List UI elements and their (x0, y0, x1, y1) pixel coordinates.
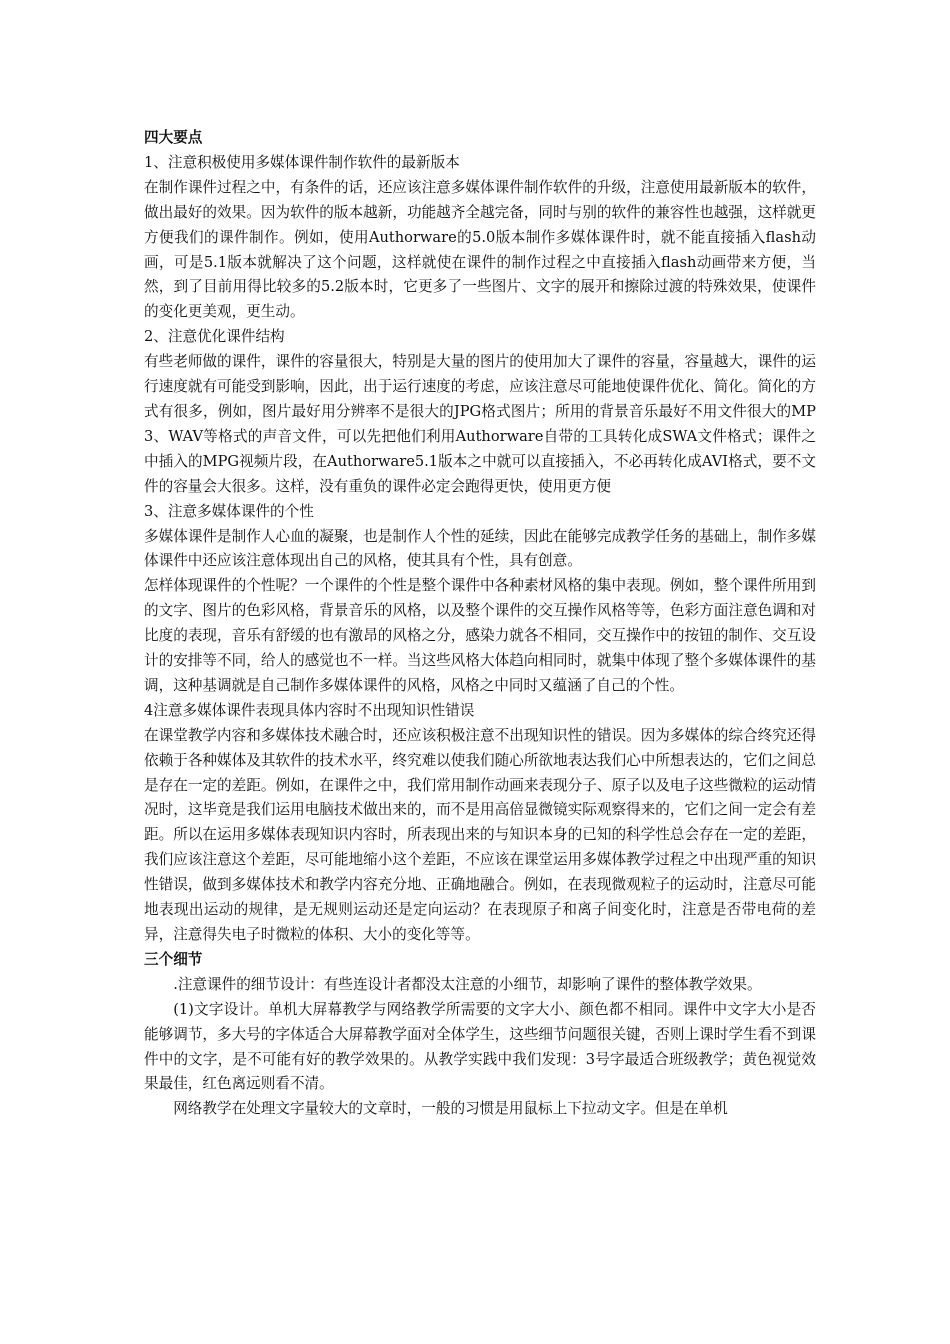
section-title-four-key-points: 四大要点 (144, 129, 203, 146)
detail-intro-paragraph: .注意课件的细节设计：有些连设计者都没太注意的小细节，却影响了课件的整体教学效果。 (173, 975, 762, 993)
document-page (144, 126, 816, 1122)
point3-paragraph-2: 怎样体现课件的个性呢？一个课件的个性是整个课件中各种素材风格的集中表现。例如，整个课件所用到的文字、图片的色彩风格，背景音乐的风格，以及整个课件的交互操作风格等等，色彩方面注意色调和对比度的表现，音乐有舒缓的也有激昂的风格之分，感染力就各不相同，交互操作中的按钮的制作、交互设计的安排等不同，给人的感觉也不一样。当这些风格大体趋向相同时，就集中体现了整个多媒体课件的基调，这种基调就是自己制作多媒体课件的风格，风格之中同时又蕴涵了自己的个性。 (144, 577, 816, 694)
detail1-paragraph: (1)文字设计。单机大屏幕教学与网络教学所需要的文字大小、颜色都不相同。课件中文字大小是否能够调节，多大号的字体适合大屏幕教学面对全体学生，这些细节问题很关键，否则上课时学生看不到课件中的文字，是不可能有好的教学效果的。从教学实践中我们发现：3号字最适合班级教学；黄色视觉效果最佳，红色离远则看不清。 (144, 1000, 816, 1093)
section-title-three-details: 三个细节 (144, 950, 203, 968)
point1-heading: 1、注意积极使用多媒体课件制作软件的最新版本 (144, 153, 460, 171)
point1-paragraph: 在制作课件过程之中，有条件的话，还应该注意多媒体课件制作软件的升级，注意使用最新版本的软件，做出最好的效果。因为软件的版本越新，功能越齐全越完备，同时与别的软件的兼容性也越强，这样就更方便我们的课件制作。例如，使用Authorware的5.0版本制作多媒体课件时，就不能直接插入flash动画，可是5.1版本就解决了这个问题，这样就使在课件的制作过程之中直接插入flash动画带来方便，当然，到了目前用得比较多的5.2版本时，它更多了一些图片、文字的展开和擦除过渡的特殊效果，使课件的变化更美观，更生动。 (144, 178, 816, 321)
point4-heading: 4注意多媒体课件表现具体内容时不出现知识性错误 (144, 701, 475, 719)
point3-paragraph-1: 多媒体课件是制作人心血的凝聚，也是制作人个性的延续，因此在能够完成教学任务的基础上，制作多媒体课件中还应该注意体现出自己的风格，使其具有个性，具有创意。 (144, 527, 816, 570)
point2-paragraph: 有些老师做的课件，课件的容量很大，特别是大量的图片的使用加大了课件的容量，容量越大，课件的运行速度就有可能受到影响，因此，出于运行速度的考虑，应该注意尽可能地使课件优化、简化。简化的方式有很多，例如，图片最好用分辨率不是很大的JPG格式图片；所用的背景音乐最好不用文件很大的MP3、WAV等格式的声音文件，可以先把他们利用Authorware自带的工具转化成SWA文件格式；课件之中插入的MPG视频片段，在Authorware5.1版本之中就可以直接插入，不必再转化成AVI格式，要不文件的容量会大很多。这样，没有重负的课件必定会跑得更快，使用更方便 (144, 353, 816, 495)
detail2-paragraph: 网络教学在处理文字量较大的文章时，一般的习惯是用鼠标上下拉动文字。但是在单机 (173, 1100, 728, 1118)
point3-heading: 3、注意多媒体课件的个性 (144, 502, 314, 520)
point2-heading: 2、注意优化课件结构 (144, 328, 285, 346)
point4-paragraph: 在课堂教学内容和多媒体技术融合时，还应该积极注意不出现知识性的错误。因为多媒体的综合终究还得依赖于各种媒体及其软件的技术水平，终究难以使我们随心所欲地表达我们心中所想表达的，它们之间总是存在一定的差距。例如，在课件之中，我们常用制作动画来表现分子、原子以及电子这些微粒的运动情况时，这毕竟是我们运用电脑技术做出来的，而不是用高倍显微镜实际观察得来的，它们之间一定会有差距。所以在运用多媒体表现知识内容时，所表现出来的与知识本身的已知的科学性总会存在一定的差距，我们应该注意这个差距，尽可能地缩小这个差距，不应该在课堂运用多媒体教学过程之中出现严重的知识性错误，做到多媒体技术和教学内容充分地、正确地融合。例如，在表现微观粒子的运动时，注意尽可能地表现出运动的规律，是无规则运动还是定向运动？在表现原子和离子间变化时，注意是否带电荷的差异，注意得失电子时微粒的体积、大小的变化等等。 (144, 726, 816, 943)
